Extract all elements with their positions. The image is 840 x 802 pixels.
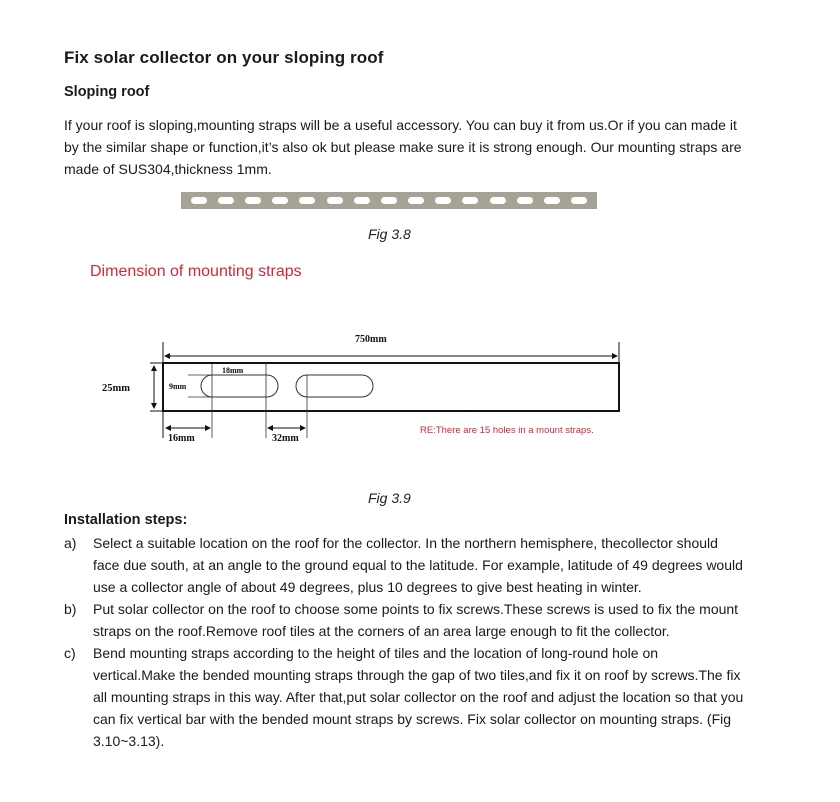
hole-spacing-label: 32mm: [272, 433, 299, 444]
installation-heading: Installation steps:: [64, 512, 188, 528]
edge-offset-label: 16mm: [168, 433, 195, 444]
installation-step: [64, 532, 744, 598]
strap-dimension-drawing: [90, 320, 650, 450]
strap-hole: [191, 197, 207, 204]
dimension-diagram-title: Dimension of mounting straps: [90, 263, 302, 280]
strap-hole: [571, 197, 587, 204]
step-text: Select a suitable location on the roof for the collector. In the northern hemisphere, thecollector should face due south, at an angle to the ground equal to the latitude. For example, latitude of 49 degrees would use a collector angle of about 49 degrees, plus 10 degrees to give best heating in winter.: [93, 535, 743, 595]
step-marker: a): [64, 535, 77, 551]
installation-steps-list: [64, 532, 744, 752]
section-heading: Sloping roof: [64, 84, 150, 100]
strap-hole: [354, 197, 370, 204]
strap-hole: [245, 197, 261, 204]
installation-step: [64, 598, 744, 642]
mounting-strap-photo: [181, 192, 597, 209]
step-text: Put solar collector on the roof to choose some points to fix screws.These screws is used to fix the mount straps on the roof.Remove roof tiles at the corners of an area large enough to fit the collector.: [93, 601, 739, 639]
strap-hole: [299, 197, 315, 204]
hole-length-label: 18mm: [222, 366, 244, 375]
figure-caption-3-8: Fig 3.8: [368, 226, 411, 242]
strap-hole: [462, 197, 478, 204]
strap-hole: [544, 197, 560, 204]
strap-hole: [327, 197, 343, 204]
strap-hole: [408, 197, 424, 204]
installation-step: [64, 642, 744, 752]
length-label: 750mm: [355, 334, 387, 345]
strap-hole: [218, 197, 234, 204]
strap-hole: [490, 197, 506, 204]
figure-caption-3-9: Fig 3.9: [368, 490, 411, 506]
step-marker: c): [64, 645, 76, 661]
hole-width-label: 9mm: [169, 382, 187, 391]
holes-note: RE:There are 15 holes in a mount straps.: [420, 425, 594, 436]
width-label: 25mm: [102, 383, 130, 394]
strap-hole: [517, 197, 533, 204]
strap-hole: [381, 197, 397, 204]
page-title: Fix solar collector on your sloping roof: [64, 48, 384, 67]
strap-hole: [272, 197, 288, 204]
step-marker: b): [64, 601, 77, 617]
intro-paragraph: If your roof is sloping,mounting straps will be a useful accessory. You can buy it from us.Or if you can made it by the similar shape or function,it’s also ok but please make sure it is strong enough. Our mounting straps are made of SUS304,thickness 1mm.: [64, 117, 742, 177]
strap-hole: [435, 197, 451, 204]
step-text: Bend mounting straps according to the height of tiles and the location of long-round hole on vertical.Make the bended mounting straps through the gap of two tiles,and fix it on roof by screws.The fix all mounting straps in this way. After that,put solar collector on the roof and adjust the location so that you can fix vertical bar with the bended mount straps by screws. Fix solar collector on mounting straps. (Fig 3.10~3.13).: [93, 645, 744, 749]
